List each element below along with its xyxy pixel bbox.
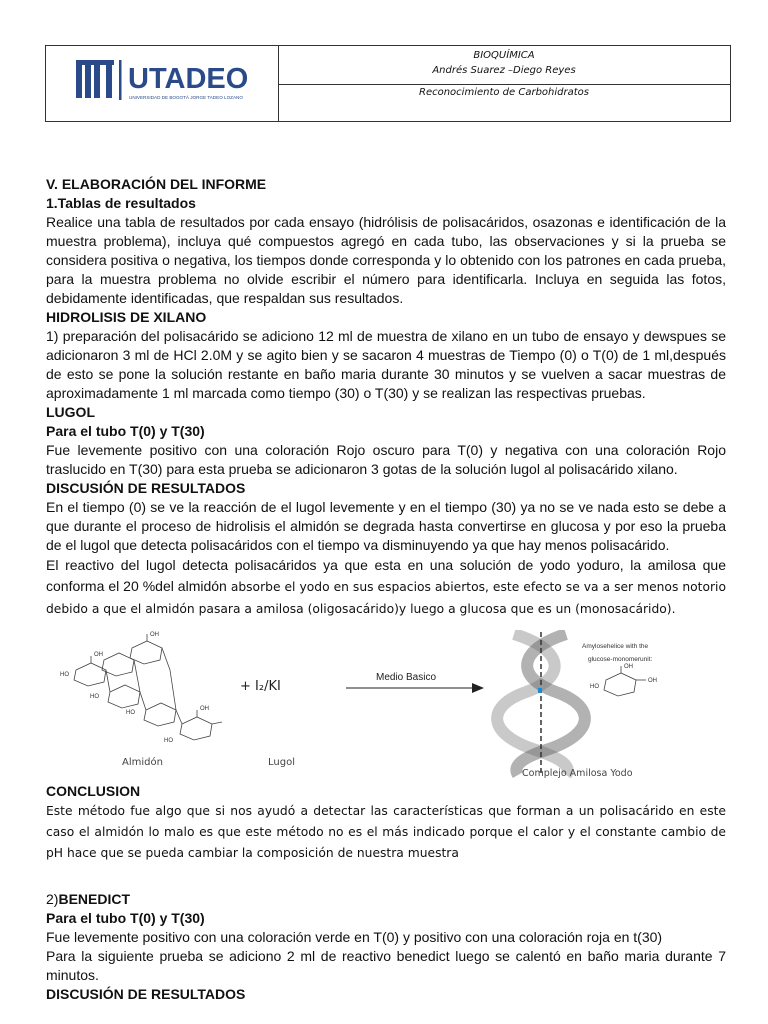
logo-subtitle: UNIVERSIDAD DE BOGOTÁ JORGE TADEO LOZANO [129, 95, 243, 100]
reaction-figure [46, 630, 726, 778]
spacer [46, 864, 726, 890]
arrow-label: Medio Basico [376, 672, 437, 683]
conclusion-paragraph: Este método fue algo que si nos ayudó a detectar las características que forman a un polisacárido en este caso el almidón lo malo es que este método no es el más indicado porque el calor y el constante cambio de pH hace que se pueda cambiar la composición de nuestra muestra [46, 804, 726, 860]
subject-label: BIOQUÍMICA [473, 50, 535, 61]
benedict-prefix: 2) [46, 891, 59, 907]
almidon-label: Almidón [122, 757, 163, 768]
ho-label: HO [60, 672, 69, 678]
ho-label: HO [164, 738, 173, 744]
benedict-tube-heading: Para el tubo T(0) y T(30) [46, 910, 205, 926]
intro-paragraph: Realice una tabla de resultados por cada ensayo (hidrólisis de polisacáridos, osazonas e identificación de la muestra problema), incluya qué compuestos agregó en cada tubo, las observaciones y si la prueba se considera positiva o negativa, los tiempos donde corresponda y lo obtenido con los patrones en cada prueba, para la muestra problema no olvide escribir el número para identificarla. Incluya en seguida las fotos, debidamente identificadas, que respaldan sus resultados. [46, 214, 726, 306]
reagent-label: + I₂/KI [240, 679, 281, 694]
benedict-heading: BENEDICT [58, 891, 131, 907]
utadeo-logo [46, 46, 278, 121]
lugol-paragraph: Fue levemente positivo con una coloración Rojo oscuro para T(0) y negativa con una coloración Rojo traslucido en T(30) para esta prueba se adicionaron 3 gotas de la solución lugol al polisacárido xilano. [46, 442, 726, 477]
lugol-heading: LUGOL [46, 404, 95, 420]
benedict-paragraph-2: Para la siguiente prueba se adiciono 2 ml de reactivo benedict luego se calentó en baño maria durante 7 minutos. [46, 948, 726, 983]
ho-label: HO [126, 710, 135, 716]
document-header [45, 45, 731, 122]
oh-label: OH [200, 706, 209, 712]
ho-label: HO [90, 694, 99, 700]
discusion-heading: DISCUSIÓN DE RESULTADOS [46, 480, 246, 496]
helix-note-1: Amylosehelice with the [582, 643, 649, 650]
amylose-helix [497, 632, 585, 776]
benedict-heading-line [46, 890, 726, 909]
starch-structure [74, 634, 222, 740]
logo-cell [46, 46, 279, 121]
topic-label: Reconocimiento de Carbohidratos [419, 87, 589, 98]
document-body [46, 175, 726, 1004]
oh-label: OH [94, 652, 103, 658]
discusion-paragraph-2b: absorbe el yodo en sus espacios abiertos, este efecto se va a ser menos notorio debido a que el almidón pasara a amilosa (oligosacárido)y luego a glucosa que es un (monosacárido). [46, 580, 726, 616]
arrow-head-icon [472, 683, 484, 693]
helix-note-2: glucose-monomerunit: [588, 656, 653, 663]
lugol-label: Lugol [268, 757, 295, 768]
tables-heading: 1.Tablas de resultados [46, 195, 196, 211]
oh-label: OH [624, 664, 633, 670]
authors-label: Andrés Suarez –Diego Reyes [432, 65, 576, 76]
discusion2-heading: DISCUSIÓN DE RESULTADOS [46, 986, 246, 1002]
ho-label: HO [590, 684, 599, 690]
header-info-top [278, 46, 730, 85]
discusion-paragraph-2a: El reactivo del lugol detecta polisacáridos ya que esta en una solución de yodo yoduro, la amilosa que conforma el 20 %del almidón [46, 557, 726, 594]
hidrolisis-heading: HIDROLISIS DE XILANO [46, 309, 207, 325]
reaction-diagram [46, 630, 726, 778]
logo-text: UTADEO [128, 63, 249, 95]
discusion-paragraph-2 [46, 555, 726, 620]
oh-label: OH [150, 632, 159, 638]
oh-label: OH [648, 678, 657, 684]
lugol-tube-heading: Para el tubo T(0) y T(30) [46, 423, 205, 439]
complex-label: Complejo Amilosa Yodo [522, 768, 633, 778]
section-title: V. ELABORACIÓN DEL INFORME [46, 176, 267, 192]
conclusion-heading: CONCLUSION [46, 783, 141, 799]
hidrolisis-paragraph: 1) preparación del polisacárido se adiciono 12 ml de muestra de xilano en un tubo de ensayo y dewspues se adicionaron 3 ml de HCl 2.0M y se agito bien y se sacaron 4 muestras de Tiempo (0) o T(0) de 1 ml,después de esto se pone la solución restante en baño maria durante 30 minutos y se vuelven a sacar muestras de aproximadamente 1 ml marcada como tiempo (30) o T(30) y se realizan las respectivas pruebas. [46, 328, 726, 401]
discusion-paragraph-1: En el tiempo (0) se ve la reacción de el lugol levemente y en el tiempo (30) ya no se ve nada esto se debe a que durante el proceso de hidrolisis el almidón se degrada hasta convertirse en glucosa y por eso la prueba de el lugol que detecta polisacáridos con el tiempo va disminuyendo ya que hay menos polisacárido. [46, 499, 726, 553]
benedict-paragraph-1: Fue levemente positivo con una coloración verde en T(0) y positivo con una coloración roja en t(30) [46, 929, 663, 945]
glucose-unit [604, 666, 646, 696]
header-info-bottom [278, 83, 730, 124]
